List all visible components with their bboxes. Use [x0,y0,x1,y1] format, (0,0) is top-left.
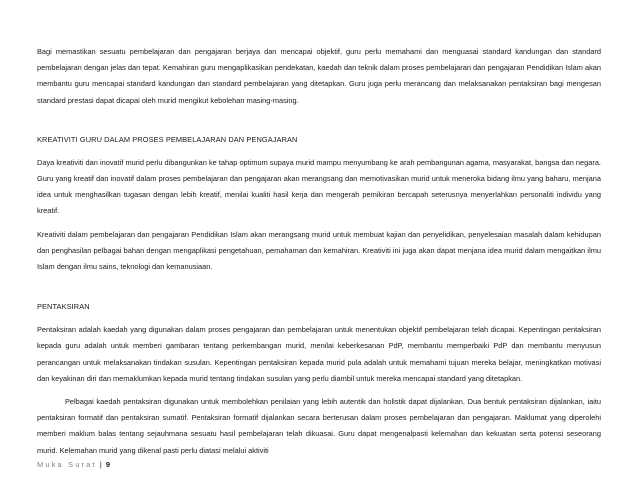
page-footer [37,460,110,470]
intro-paragraph: Bagi memastikan sesuatu pembelajaran dan pengajaran berjaya dan mencapai objektif, guru perlu memahami dan menguasai standard kandungan dan standard pembelajaran dengan jelas dan tepat. Kemahiran guru mengaplikasikan pendekatan, kaedah dan teknik dalam proses pembelajaran dan pengajaran Pendidikan Islam akan membantu guru mencapai standard kandungan dan standard pembelajaran yang ditetapkan. Guru juga perlu merancang dan melaksanakan pentaksiran bagi mengesan standard prestasi dapat dicapai oleh murid mengikut kebolehan masing-masing. [37,47,601,105]
footer-separator: | [99,460,102,469]
section-heading-pentaksiran: PENTAKSIRAN [37,302,90,312]
kreativiti-paragraph-1: Daya kreativiti dan inovatif murid perlu dibangunkan ke tahap optimum supaya murid mampu menyumbang ke arah pembangunan agama, masyarakat, bangsa dan negara. Guru yang kreatif dan inovatif dalam proses pembelajaran dan pengajaran akan merangsang dan memotivasikan murid untuk meneroka bidang ilmu yang baharu, menjana idea untuk menghasilkan tugasan dengan lebih kreatif, menilai kualiti hasil kerja dan mengerah pemikiran bercapah seterusnya menyerlahkan personaliti individu yang kreatif. [37,157,601,216]
document-body [37,44,601,459]
pentaksiran-paragraph-1: Pentaksiran adalah kaedah yang digunakan dalam proses pengajaran dan pembelajaran untuk menentukan objektif pembelajaran telah dicapai. Kepentingan pentaksiran kepada guru adalah untuk memberi gambaran tentang perkembangan murid, menilai keberkesanan PdP, membantu memperbaiki PdP dan membantu menyusun perancangan untuk melaksanakan tindakan susulan. Kepentingan pentaksiran kepada murid pula adalah untuk memahami tujuan mereka belajar, meningkatkan motivasi dan keyakinan diri dan memaklumkan kepada murid tentang tindakan susulan yang perlu diambil untuk mereka mencapai standard yang ditetapkan. [37,325,601,383]
kreativiti-paragraph-2: Kreativiti dalam pembelajaran dan pengajaran Pendidikan Islam akan merangsang murid untuk membuat kajian dan penyelidikan, penyelesaian masalah dalam kehidupan dan penghasilan pelbagai bahan dengan mengaplikasi pengetahuan, pemahaman dan kemahiran. Kreativiti ini juga akan dapat menjana idea murid dalam mengaitkan ilmu Islam dengan ilmu sains, teknologi dan kemanusiaan. [37,229,601,272]
section-heading-kreativiti: KREATIVITI GURU DALAM PROSES PEMBELAJARAN DAN PENGAJARAN [37,134,298,144]
page-number: 9 [105,460,110,469]
footer-label: Muka Surat [37,460,97,469]
pentaksiran-paragraph-2: Pelbagai kaedah pentaksiran digunakan untuk membolehkan penilaian yang lebih autentik dan holistik dapat dijalankan. Dua bentuk pentaksiran dijalankan, iaitu pentaksiran formatif dan pentaksiran sumatif. Pentaksiran formatif dijalankan secara berterusan dalam proses pembelajaran dan pengajaran. Maklumat yang diperolehi memberi maklum balas tentang sejauhmana sesuatu hasil pembelajaran telah dikuasai. Guru dapat mengenalpasti kelemahan dan kekuatan serta potensi seseorang murid. Kelemahan murid yang dikenal pasti perlu diatasi melalui aktiviti [37,397,601,455]
